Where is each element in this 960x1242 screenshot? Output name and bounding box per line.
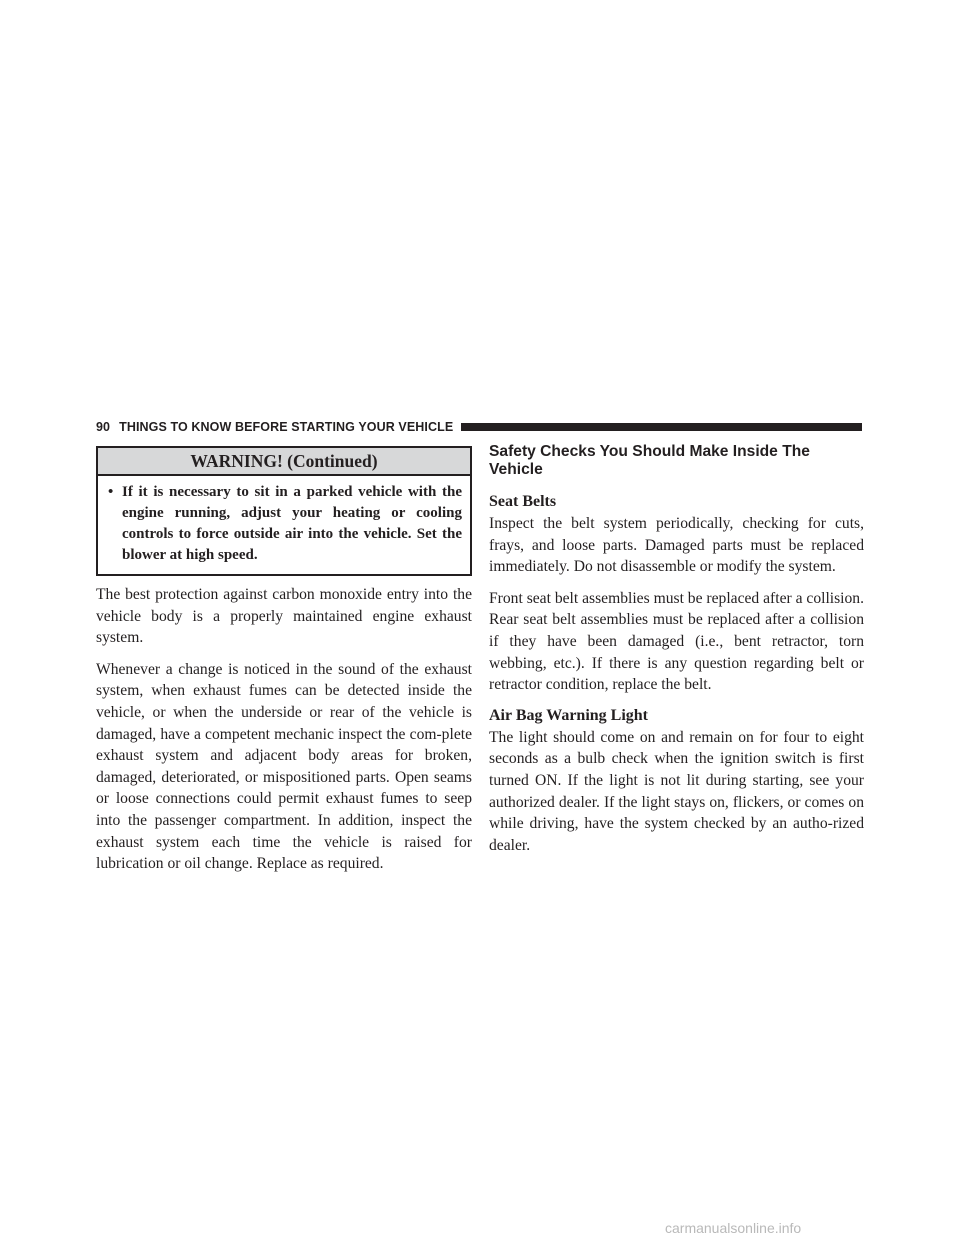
watermark: carmanualsonline.info (665, 1220, 802, 1236)
paragraph-seat-belts-replace: Front seat belt assemblies must be replaced after a collision. Rear seat belt assemblies must be replaced after a collision if they have been damaged (i.e., bent retractor, torn webbing, etc.). If there is any question regarding belt or retractor condition, replace the belt. (489, 589, 865, 694)
seat-belts-heading: Seat Belts (489, 493, 557, 510)
section-title: THINGS TO KNOW BEFORE STARTING YOUR VEHICLE (119, 420, 454, 434)
air-bag-heading: Air Bag Warning Light (489, 706, 648, 724)
paragraph-air-bag-light: The light should come on and remain on for four to eight seconds as a bulb check when the ignition switch is first turned ON. If the light is not lit during starting, see your authorized dealer. If the light stays on, flickers, or comes on while driving, have the system checked by an autho-rized dealer. (489, 728, 864, 854)
paragraph-seat-belts-inspect: Inspect the belt system periodically, checking for cuts, frays, and loose parts. Damaged parts must be replaced immediately. Do not disassemble or modify the system. (489, 515, 864, 576)
page-header (96, 418, 862, 436)
warning-body (98, 476, 470, 574)
paragraph-exhaust-inspection: Whenever a change is noticed in the sound of the exhaust system, when exhaust fumes can be detected inside the vehicle, or when the underside or rear of the vehicle is damaged, have a competent mechanic inspect the com-plete exhaust system and adjacent body areas for broken, damaged, deteriorated, or mispositioned parts. Open seams or loose connections could permit exhaust fumes to seep into the passenger compartment. In addition, inspect the exhaust system each time the vehicle is raised for lubrication or oil change. Replace as required. (96, 660, 472, 873)
header-rule (461, 423, 862, 431)
page-number: 90 (96, 420, 111, 434)
section-heading: Safety Checks You Should Make Inside The Vehicle (489, 443, 810, 478)
warning-box (96, 446, 472, 576)
left-column (96, 446, 472, 885)
paragraph-exhaust-protection: The best protection against carbon monoxide entry into the vehicle body is a properly maintained engine exhaust system. (96, 586, 472, 647)
warning-text: If it is necessary to sit in a parked vehicle with the engine running, adjust your heating or cooling controls to force outside air into the vehicle. Set the blower at high speed. (122, 484, 462, 563)
right-column (489, 443, 864, 866)
bullet-icon: • (108, 484, 114, 500)
warning-title: WARNING! (Continued) (98, 448, 470, 476)
